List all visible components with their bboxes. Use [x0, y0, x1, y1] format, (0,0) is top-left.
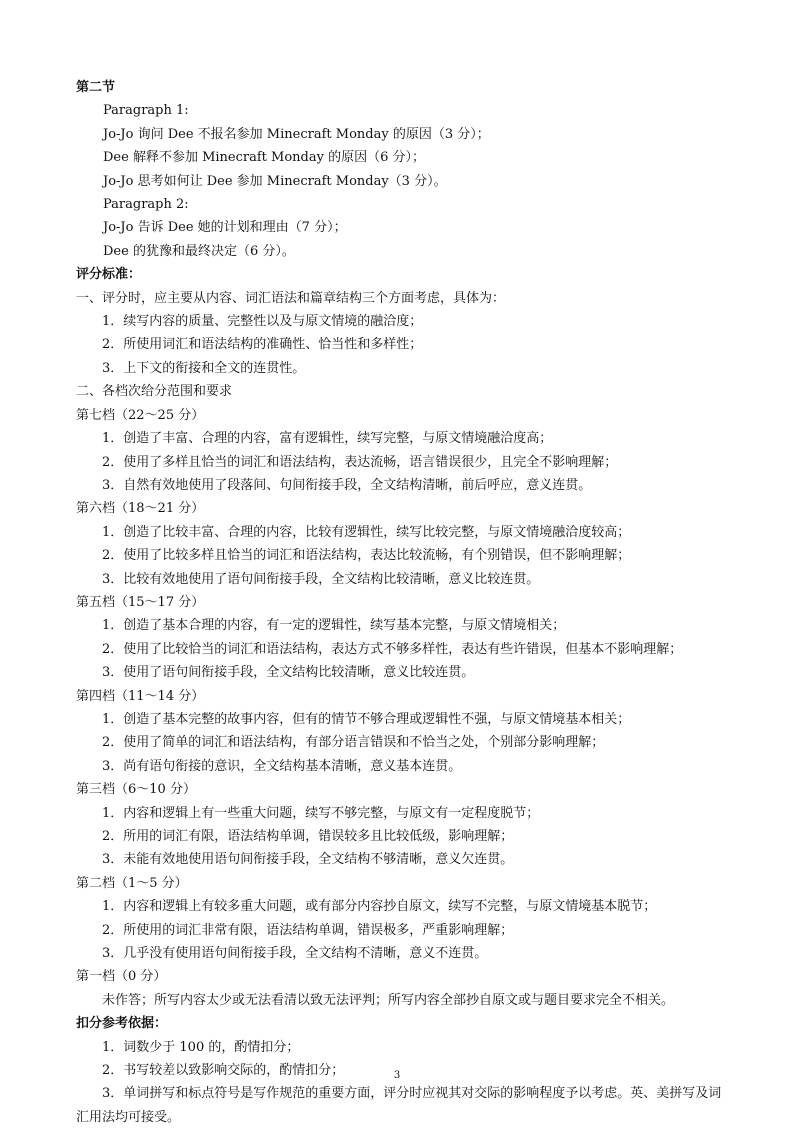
grade-item: 1．内容和逻辑上有较多重大问题，或有部分内容抄自原文，续写不完整，与原文情境基本脱节；: [102, 899, 657, 915]
grade-title: 第五档（15～17 分）: [76, 594, 205, 610]
grade-item: 3．自然有效地使用了段落间、句间衔接手段，全文结构清晰，前后呼应，意义连贯。: [102, 477, 592, 493]
criteria-item: 1．续写内容的质量、完整性以及与原文情境的融洽度；: [102, 314, 423, 330]
grade-title: 第六档（18～21 分）: [76, 501, 205, 517]
grade-item: 3．比较有效地使用了语句间衔接手段，全文结构比较清晰，意义比较连贯。: [102, 571, 540, 587]
grade-item: 1．内容和逻辑上有一些重大问题，续写不够完整，与原文有一定程度脱节；: [102, 805, 540, 821]
page-number: 3: [393, 1070, 401, 1081]
criteria-item: 3．上下文的衔接和全文的连贯性。: [102, 360, 306, 376]
outline-item: Dee 的犹豫和最终决定（6 分）。: [103, 243, 295, 259]
outline-item: Dee 解释不参加 Minecraft Monday 的原因（6 分）；: [103, 150, 425, 166]
outline-item: Jo-Jo 思考如何让 Dee 参加 Minecraft Monday（3 分）。: [103, 173, 447, 189]
deduction-item: 2．书写较差以致影响交际的，酌情扣分；: [102, 1063, 345, 1079]
grade-item: 3．未能有效地使用语句间衔接手段，全文结构不够清晰，意义欠连贯。: [102, 852, 514, 868]
grade-title: 第四档（11～14 分）: [76, 688, 205, 704]
deduction-item: 1．词数少于 100 的，酌情扣分；: [102, 1039, 300, 1055]
grade-item: 未作答；所写内容太少或无法看清以致无法评判；所写内容全部抄自原文或与题目要求完全不相关。: [102, 992, 675, 1008]
grade-item: 3．尚有语句衔接的意识，全文结构基本清晰，意义基本连贯。: [102, 758, 462, 774]
outline-item: Jo-Jo 询问 Dee 不报名参加 Minecraft Monday 的原因（3 分）；: [103, 126, 490, 142]
grade-item: 2．所使用的词汇非常有限，语法结构单调，错误极多，严重影响理解；: [102, 922, 514, 938]
paragraph-label: Paragraph 1:: [103, 103, 189, 119]
paragraph-label: Paragraph 2:: [103, 197, 189, 213]
outline-item: Jo-Jo 告诉 Dee 她的计划和理由（7 分）；: [103, 220, 347, 236]
grade-item: 3．几乎没有使用语句间衔接手段，全文结构不清晰，意义不连贯。: [102, 946, 488, 962]
grade-item: 1．创造了基本完整的故事内容，但有的情节不够合理或逻辑性不强，与原文情境基本相关；: [102, 711, 631, 727]
criteria-heading: 评分标准：: [76, 267, 142, 283]
grade-title: 第一档（0 分）: [76, 969, 167, 985]
grade-item: 2．使用了比较恰当的词汇和语法结构，表达方式不够多样性，表达有些许错误，但基本不影响理解；: [102, 641, 683, 657]
grade-item: 2．使用了简单的词汇和语法结构，有部分语言错误和不恰当之处，个别部分影响理解；: [102, 735, 605, 751]
deduction-heading: 扣分参考依据：: [76, 1016, 168, 1032]
grade-item: 2．使用了比较多样且恰当的词汇和语法结构，表达比较流畅，有个别错误，但不影响理解；: [102, 548, 631, 564]
grade-item: 2．所用的词汇有限，语法结构单调，错误较多且比较低级，影响理解；: [102, 829, 514, 844]
criteria-part-title: 二、各档次给分范围和要求: [76, 384, 233, 400]
grade-item: 1．创造了丰富、合理的内容，富有逻辑性，续写完整，与原文情境融洽度高；: [102, 431, 553, 447]
grade-item: 3．使用了语句间衔接手段，全文结构比较清晰，意义比较连贯。: [102, 665, 475, 681]
criteria-item: 2．所使用词汇和语法结构的准确性、恰当性和多样性；: [102, 337, 423, 353]
page-content: [76, 76, 726, 1129]
grade-item: 1．创造了基本合理的内容，有一定的逻辑性，续写基本完整，与原文情境相关；: [102, 618, 566, 634]
grade-title: 第二档（1～5 分）: [76, 875, 188, 891]
grade-title: 第七档（22～25 分）: [76, 407, 205, 423]
deduction-item: 3．单词拼写和标点符号是写作规范的重要方面，评分时应视其对交际的影响程度予以考虑。英、美拼写及词汇用法均可接受。: [76, 1086, 722, 1125]
criteria-part-title: 一、评分时，应主要从内容、词汇语法和篇章结构三个方面考虑，具体为：: [76, 290, 506, 306]
grade-item: 2．使用了多样且恰当的词汇和语法结构，表达流畅，语言错误很少，且完全不影响理解；: [102, 454, 618, 470]
grade-item: 1．创造了比较丰富、合理的内容，比较有逻辑性，续写比较完整，与原文情境融洽度较高；: [102, 524, 631, 540]
section-heading: 第二节: [76, 80, 116, 95]
grade-title: 第三档（6～10 分）: [76, 782, 196, 798]
